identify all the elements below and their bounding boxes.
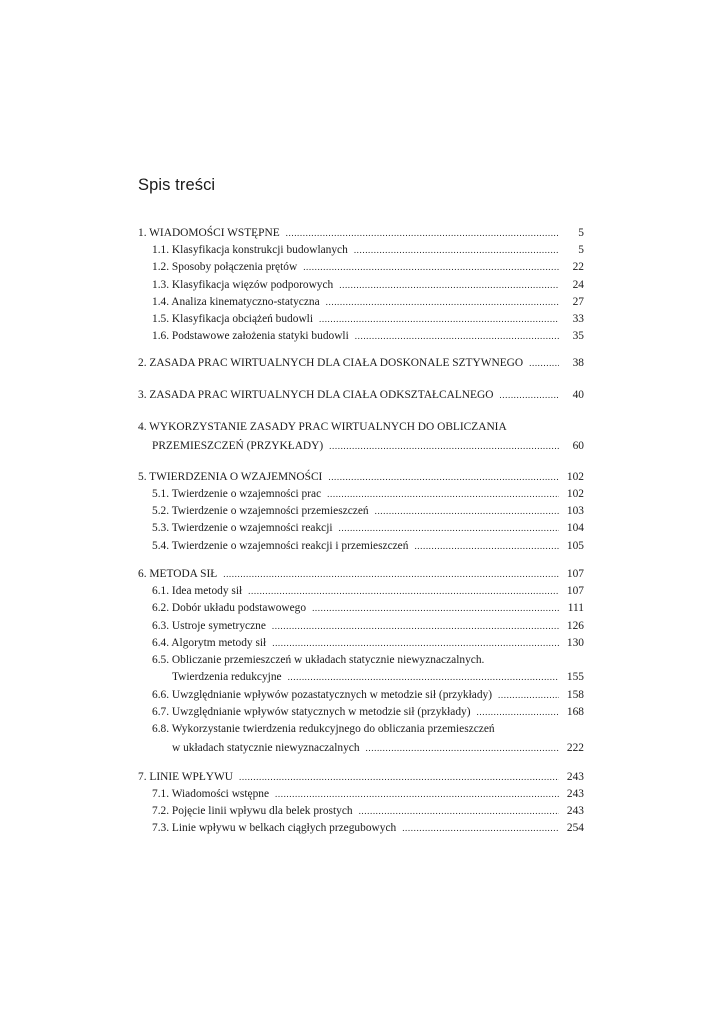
toc-entry-title: 5.2. Twierdzenie o wzajemności przemieszczeń xyxy=(152,505,369,518)
toc-leader-dots xyxy=(414,538,559,555)
table-of-contents xyxy=(138,224,584,838)
toc-leader-dots xyxy=(359,803,559,820)
toc-section-6-4 xyxy=(138,635,584,652)
toc-entry-title: 5.4. Twierdzenie o wzajemności reakcji i przemieszczeń xyxy=(152,539,409,552)
toc-entry-page: 103 xyxy=(566,505,584,518)
toc-leader-dots xyxy=(248,583,559,600)
toc-section-1-2 xyxy=(138,259,584,276)
toc-entry-page: 222 xyxy=(566,741,584,754)
toc-entry-page: 33 xyxy=(572,313,584,326)
toc-entry-page: 22 xyxy=(572,261,584,274)
toc-entry-title: 6.8. Wykorzystanie twierdzenia redukcyjnego do obliczania przemieszczeń xyxy=(152,723,495,736)
toc-entry-title: 2. ZASADA PRAC WIRTUALNYCH DLA CIAŁA DOSKONALE SZTYWNEGO xyxy=(138,356,524,369)
toc-leader-dots xyxy=(312,600,559,617)
toc-leader-dots xyxy=(329,436,559,456)
toc-leader-dots xyxy=(239,768,559,786)
toc-entry-page: 111 xyxy=(567,602,584,615)
toc-entry-page: 5 xyxy=(578,227,584,239)
toc-entry-title: Twierdzenia redukcyjne xyxy=(172,671,282,684)
toc-leader-dots xyxy=(303,259,559,276)
toc-entry-page: 126 xyxy=(566,619,584,632)
toc-entry-title: 7.1. Wiadomości wstępne xyxy=(152,787,270,800)
toc-entry-title: 5.1. Twierdzenie o wzajemności prac xyxy=(152,487,322,500)
toc-leader-dots xyxy=(499,386,559,404)
toc-entry-title: 6.4. Algorytm metody sił xyxy=(152,636,267,649)
toc-entry-page: 243 xyxy=(566,770,584,783)
toc-leader-dots xyxy=(272,618,559,635)
toc-entry-page: 35 xyxy=(572,330,584,343)
toc-entry-title: PRZEMIESZCZEŃ (PRZYKŁADY) xyxy=(152,439,324,452)
toc-entry-page: 155 xyxy=(566,671,584,684)
toc-entry-page: 102 xyxy=(566,470,584,483)
toc-leader-dots xyxy=(339,520,559,537)
toc-section-6-7 xyxy=(138,704,584,721)
toc-section-1-6 xyxy=(138,328,584,345)
toc-entry-title: 1.1. Klasyfikacja konstrukcji budowlanych xyxy=(152,244,348,256)
toc-entry-title: 6.7. Uwzględnianie wpływów statycznych w metodzie sił (przykłady) xyxy=(152,706,471,719)
toc-leader-dots xyxy=(326,294,559,311)
toc-leader-dots xyxy=(402,820,559,837)
toc-chapter-1 xyxy=(138,224,584,242)
toc-entry-page: 5 xyxy=(578,244,584,256)
toc-leader-dots xyxy=(327,486,559,503)
toc-entry-title: 3. ZASADA PRAC WIRTUALNYCH DLA CIAŁA ODKSZTAŁCALNEGO xyxy=(138,388,494,401)
toc-leader-dots xyxy=(339,277,559,294)
toc-entry-title: 5. TWIERDZENIA O WZAJEMNOŚCI xyxy=(138,470,323,483)
toc-entry-page: 158 xyxy=(566,688,584,701)
toc-entry-title: 4. WYKORZYSTANIE ZASADY PRAC WIRTUALNYCH DO OBLICZANIA xyxy=(138,420,507,433)
toc-section-5-4 xyxy=(138,538,584,555)
toc-leader-dots xyxy=(272,635,559,652)
toc-entry-page: 130 xyxy=(566,636,584,649)
toc-leader-dots xyxy=(355,328,559,345)
toc-entry-title: w układach statycznie niewyznaczalnych xyxy=(172,741,360,754)
toc-entry-title: 1. WIADOMOŚCI WSTĘPNE xyxy=(138,227,280,239)
toc-leader-dots xyxy=(529,354,559,372)
toc-section-6-5 xyxy=(138,652,584,669)
toc-entry-page: 243 xyxy=(566,787,584,800)
toc-entry-title: 7.3. Linie wpływu w belkach ciągłych przegubowych xyxy=(152,822,397,835)
toc-entry-page: 107 xyxy=(566,567,584,580)
toc-leader-dots xyxy=(223,565,559,583)
toc-section-6-8 xyxy=(138,721,584,738)
toc-entry-page: 107 xyxy=(566,584,584,597)
toc-leader-dots xyxy=(328,468,559,486)
toc-entry-title: 6. METODA SIŁ xyxy=(138,567,218,580)
toc-entry-page: 38 xyxy=(572,356,584,369)
toc-leader-dots xyxy=(354,242,559,259)
toc-entry-title: 6.3. Ustroje symetryczne xyxy=(152,619,266,632)
toc-section-5-2 xyxy=(138,503,584,520)
toc-section-7-3 xyxy=(138,820,584,837)
toc-leader-dots xyxy=(477,704,559,721)
toc-entry-title: 6.2. Dobór układu podstawowego xyxy=(152,602,307,615)
toc-entry-page: 104 xyxy=(566,522,584,535)
toc-section-7-2 xyxy=(138,803,584,820)
toc-chapter-5 xyxy=(138,468,584,486)
toc-entry-title: 1.2. Sposoby połączenia prętów xyxy=(152,261,298,274)
toc-entry-title: 1.3. Klasyfikacja więzów podporowych xyxy=(152,278,334,291)
toc-section-1-1 xyxy=(138,242,584,259)
toc-chapter-2 xyxy=(138,354,584,372)
toc-section-6-8-continued xyxy=(138,739,584,758)
toc-chapter-4 xyxy=(138,418,584,436)
toc-leader-dots xyxy=(288,669,559,686)
toc-entry-title: 6.6. Uwzględnianie wpływów pozastatycznych w metodzie sił (przykłady) xyxy=(152,688,493,701)
toc-entry-page: 254 xyxy=(566,822,584,835)
toc-entry-title: 1.5. Klasyfikacja obciążeń budowli xyxy=(152,313,313,326)
toc-entry-page: 105 xyxy=(566,539,584,552)
toc-section-6-5-continued xyxy=(138,669,584,686)
toc-section-1-3 xyxy=(138,277,584,294)
toc-section-5-3 xyxy=(138,520,584,537)
toc-chapter-6 xyxy=(138,565,584,583)
toc-entry-page: 24 xyxy=(572,278,584,291)
toc-leader-dots xyxy=(366,739,559,758)
toc-entry-page: 243 xyxy=(566,804,584,817)
toc-section-6-3 xyxy=(138,618,584,635)
toc-section-1-4 xyxy=(138,294,584,311)
toc-entry-title: 1.4. Analiza kinematyczno-statyczna xyxy=(152,295,320,308)
toc-leader-dots xyxy=(319,311,559,328)
toc-entry-title: 6.1. Idea metody sił xyxy=(152,584,243,597)
toc-entry-page: 168 xyxy=(566,706,584,719)
toc-chapter-3 xyxy=(138,386,584,404)
toc-section-1-5 xyxy=(138,311,584,328)
toc-entry-title: 7.2. Pojęcie linii wpływu dla belek prostych xyxy=(152,804,353,817)
toc-section-6-2 xyxy=(138,600,584,617)
toc-entry-page: 27 xyxy=(572,295,584,308)
toc-section-6-6 xyxy=(138,687,584,704)
toc-section-5-1 xyxy=(138,486,584,503)
toc-entry-title: 1.6. Podstawowe założenia statyki budowli xyxy=(152,330,349,343)
toc-entry-title: 7. LINIE WPŁYWU xyxy=(138,770,234,783)
toc-chapter-4-continued xyxy=(138,436,584,456)
toc-leader-dots xyxy=(275,786,559,803)
toc-leader-dots xyxy=(498,687,559,704)
toc-chapter-7 xyxy=(138,768,584,786)
toc-leader-dots xyxy=(375,503,559,520)
toc-entry-page: 40 xyxy=(572,388,584,401)
toc-section-7-1 xyxy=(138,786,584,803)
toc-entry-title: 6.5. Obliczanie przemieszczeń w układach statycznie niewyznaczalnych. xyxy=(152,654,485,667)
toc-entry-page: 60 xyxy=(572,439,584,452)
toc-leader-dots xyxy=(286,224,559,242)
page-title: Spis treści xyxy=(138,176,216,194)
toc-section-6-1 xyxy=(138,583,584,600)
toc-entry-page: 102 xyxy=(566,487,584,500)
toc-entry-title: 5.3. Twierdzenie o wzajemności reakcji xyxy=(152,522,333,535)
